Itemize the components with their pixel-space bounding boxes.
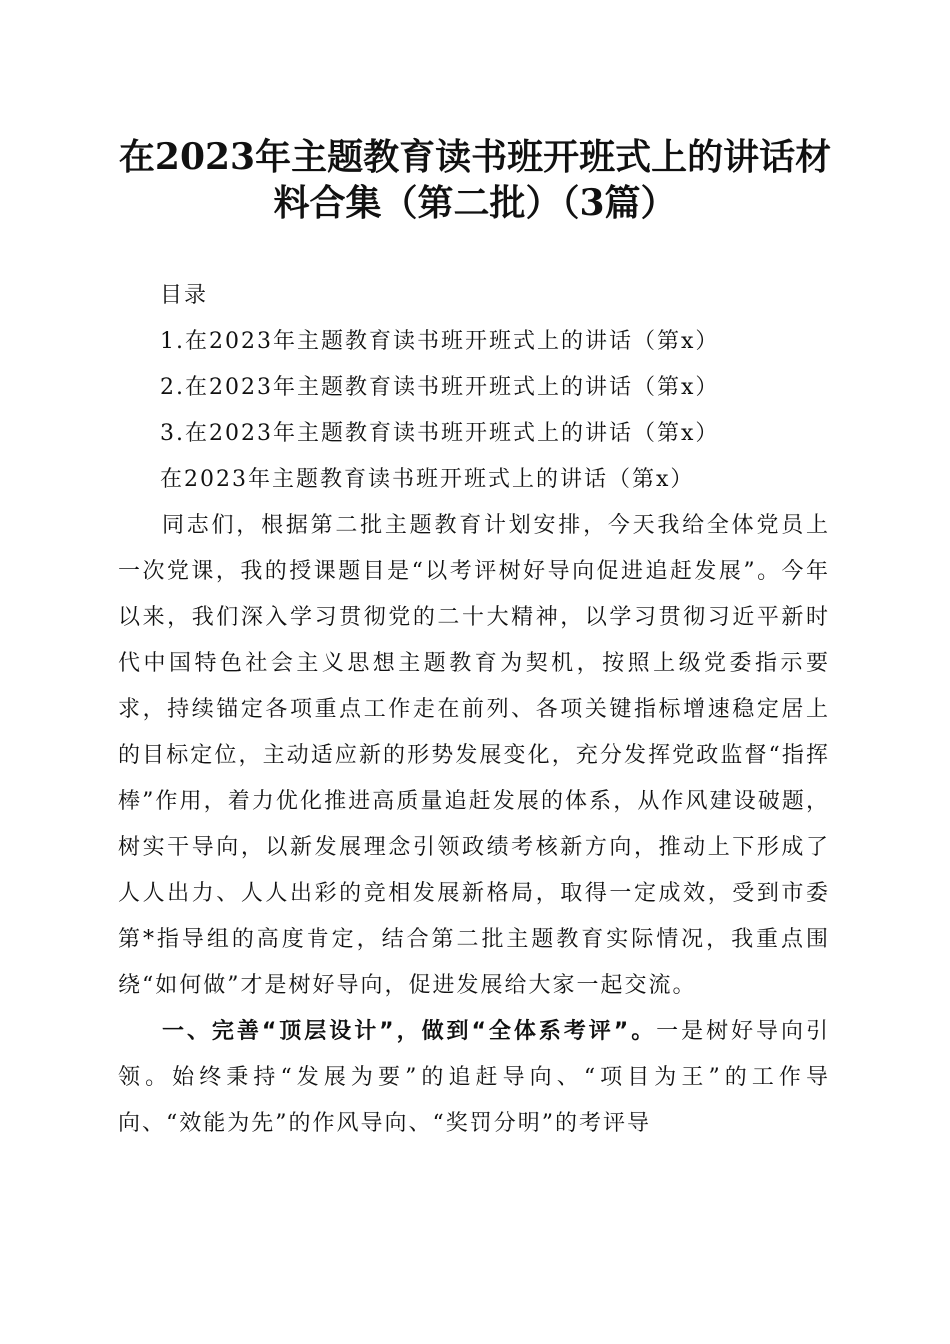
document-title xyxy=(110,134,840,226)
title-line-1: 在2023年主题教育读书班开班式上的讲话材 xyxy=(118,136,832,178)
paragraph-2-heading: 一、完善“顶层设计”，做到“全体系考评”。 xyxy=(162,1019,657,1044)
toc-heading: 目录 xyxy=(160,283,209,308)
paragraph-1: 同志们，根据第二批主题教育计划安排，今天我给全体党员上一次党课，我的授课题目是“以考评树好导向促进追赶发展”。今年以来，我们深入学习贯彻党的二十大精神，以学习贯彻习近平新时代中国特色社会主义思想主题教育为契机，按照上级党委指示要求，持续锚定各项重点工作走在前列、各项关键指标增速稳定居上的目标定位，主动适应新的形势发展变化，充分发挥党政监督“指挥棒”作用，着力优化推进高质量追赶发展的体系，从作风建设破题，树实干导向，以新发展理念引领政绩考核新方向，推动上下形成了人人出力、人人出彩的竞相发展新格局，取得一定成效，受到市委第*指导组的高度肯定，结合第二批主题教育实际情况，我重点围绕“如何做”才是树好导向，促进发展给大家一起交流。 xyxy=(118,513,830,998)
toc-item-1: 1.在2023年主题教育读书班开班式上的讲话（第x） xyxy=(160,329,720,354)
section-heading: 在2023年主题教育读书班开班式上的讲话（第x） xyxy=(160,467,695,492)
title-line-2: 料合集（第二批）（3篇） xyxy=(273,182,677,224)
table-of-contents xyxy=(118,273,830,503)
paragraph-2 xyxy=(118,1009,830,1147)
toc-item-3: 3.在2023年主题教育读书班开班式上的讲话（第x） xyxy=(160,421,720,446)
body-text xyxy=(118,503,830,1147)
paragraph-2-body: 一是树好导向引领。始终秉持“发展为要”的追赶导向、“项目为王”的工作导向、“效能为先”的作风导向、“奖罚分明”的考评导 xyxy=(118,1019,830,1136)
toc-item-2: 2.在2023年主题教育读书班开班式上的讲话（第x） xyxy=(160,375,720,400)
